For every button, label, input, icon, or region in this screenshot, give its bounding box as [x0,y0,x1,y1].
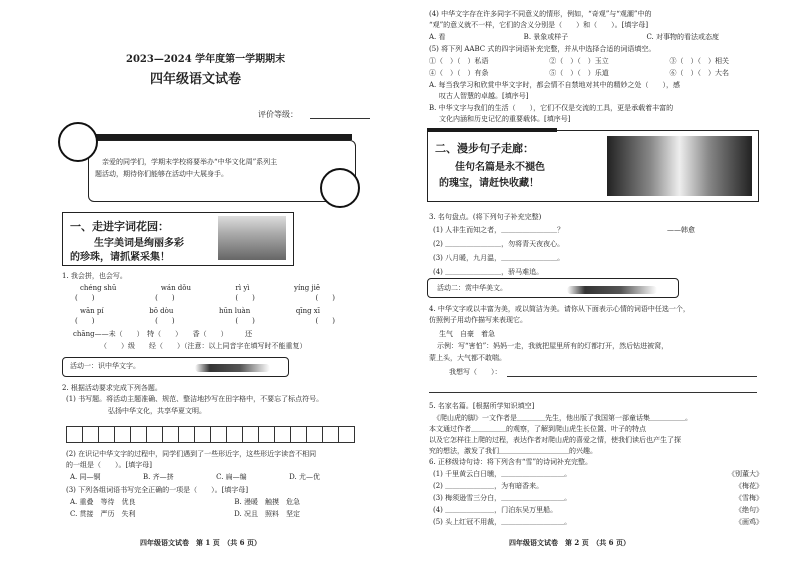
intro-bar-top [90,134,352,140]
pinyin: qīng xī [295,307,320,315]
page-footer: 四年级语文试卷 第 2 页 （共 6 页） [509,538,630,547]
q5-c: B. 中华文字与我们的生活（ ），它们不仅是交流的工具，更是承载着丰富的 [429,104,674,112]
pinyin: yíng jiē [294,284,320,292]
chang-line-2: （ ）级 经（ ）（注意：以上同音字在填写时不能重复） [100,342,307,350]
chang-line-1: chāng——未（ ） 特（ ） 香（ ） 还 [73,330,253,338]
paren-row-2: ( ) ( ) ( ) ( ) [75,317,335,325]
q6-row[interactable]: (4) ＿＿＿＿＿＿＿，门泊东吴万里船。 《绝句》 [433,506,763,514]
option[interactable]: C. 扁—编 [216,473,247,481]
q5-line-1[interactable]: 《爬山虎的脚》一文作者是＿＿＿＿先生，他出版了我国第一部童话集＿＿＿＿＿。 [433,414,692,422]
exam-subtitle: 四年级语文试卷 [150,72,242,87]
fill-blank[interactable]: ⑥（ ）（ ）大名 [669,69,729,77]
q4-example-1: 示例：写“害怕”：妈妈一走，我就把屋里所有的灯都打开，然后钻进被窝， [437,342,669,350]
activity-two-label: 活动二：赏中华美文。 [437,284,507,292]
exam-title: 2023—2024 学年度第一学期期末 [126,54,286,65]
pinyin: chéng shū [80,284,117,292]
q4-i: 4. 中华文字或以丰富为美，或以简洁为美。请你从下面表示心情的词语中任选一个， [429,305,690,313]
flower-icon [58,122,98,162]
intro-line-1: 亲爱的同学们，学期末学校将要举办“中华文化周”系列主 [102,158,278,166]
section-two-title: 二、漫步句子走廊： [435,142,534,155]
brush-stroke [567,286,657,294]
q4-options [429,33,719,42]
answer-line[interactable] [429,392,757,393]
pinyin: rì yì [235,284,250,292]
q6-row[interactable]: (1) 千里黄云白日曛，＿＿＿＿＿＿＿＿＿。 《别董大》 [433,470,763,478]
q6-row[interactable]: (2) ＿＿＿＿＿＿＿，为有暗香来。 《梅花》 [433,482,763,490]
q2-3-prompt: (3) 下列各组词语书写完全正确的一项是（ ）。[填字母] [66,486,249,494]
corridor-photo [607,136,752,196]
q5-title: 5. 名家名篇。[根据所学知识填空] [429,402,535,410]
tian-grid[interactable] [66,426,354,443]
q2-2-line-b: 的一组是（ ）。[填字母] [66,461,152,469]
q3-prompt: 3. 名句盘点。(将下列句子补充完整) [429,213,542,221]
section-two-bar [427,128,557,132]
section-two-sub1: 佳句名篇是永不褪色 [455,162,545,173]
q2-3-options-1 [70,498,300,507]
q4-ii: 仿照例子用动作描写来表现它。 [429,316,527,324]
grade-line [310,118,370,119]
q4-write: 我想写（ ）： [449,368,502,376]
q4-line-a: (4) 中华文字存在许多同字不同意义的情形，例如，“奇观”与“观潮”中的 [429,10,652,18]
q3-4[interactable]: (4) ＿＿＿＿＿＿＿＿，骄马难追。 [433,268,544,276]
option[interactable]: A. 同—铜 [70,473,101,481]
answer-line[interactable] [507,376,757,377]
flower-icon [320,168,360,208]
q5-d: 文化内涵和历史记忆的重要载体。[填序号] [439,115,571,123]
q4-line-b: “观”的意义就不一样，它们的含义分别是（ ）和（ ）。[填字母] [429,21,649,29]
pinyin: wān pí [80,307,104,315]
fill-blank[interactable]: ①（ ）（ ）私语 [429,57,489,65]
q6-prompt: 6. 正移级诗句诗：将下列含有“雪”的诗词补充完整。 [429,458,593,466]
q6-row[interactable]: (5) 头上红冠不用裁，＿＿＿＿＿＿＿＿＿。 《画鸡》 [433,518,763,526]
q5-row-2 [429,69,729,78]
q3-1[interactable]: (1) 人非生而知之者，＿＿＿＿＿＿＿＿？ [433,226,565,234]
q6-row[interactable]: (3) 梅须逊雪三分白，＿＿＿＿＿＿＿＿＿。 《雪梅》 [433,494,763,502]
q2-3-options-2 [70,510,300,519]
option[interactable]: C. 对事物的看法或态度 [646,33,719,41]
q5-prompt: (5) 将下列 AABC 式的四字词语补充完整，并从中选择合适的词语填空。 [429,45,656,53]
motto: 弘扬中华文化，共享华夏文明。 [108,407,206,415]
pinyin-row-1 [80,284,320,293]
q3-3[interactable]: (3) 八月暖，九月温，＿＿＿＿＿＿＿＿。 [433,254,565,262]
option[interactable]: B. 漫暖 触摸 危急 [234,498,300,506]
q4-words: 生气 自豪 着急 [439,330,495,338]
q2-1-prompt: (1) 书写题。将活动主题准确、规范、整洁地抄写在田字格中，不要忘了标点符号。 [66,395,324,403]
option[interactable]: A. 重叠 等待 优良 [70,498,136,506]
fill-blank[interactable]: ⑤（ ）（ ）乐道 [549,69,609,77]
q4-example-2: 蒙上头，大气都不敢喘。 [429,354,506,362]
q5-a: A. 每当我学习和欣赏中华文字时，都会情不自禁地对其中的精妙之处（ ），感 [429,81,681,89]
section-one-sub2: 的珍珠，请抓紧采集！ [70,252,170,263]
pinyin-row-2 [80,307,320,316]
fill-blank[interactable]: ③（ ）（ ）相关 [669,57,729,65]
option[interactable]: A. 看 [429,33,446,41]
section-two-sub2: 的瑰宝，请赶快收藏！ [439,178,539,189]
q1-prompt: 1. 我会拼，也会写。 [62,272,127,280]
fill-blank[interactable]: ④（ ）（ ）有条 [429,69,489,77]
section-one-title: 一、走进字词花园： [70,220,169,233]
blossom-photo [218,216,286,260]
section-one-sub1: 生字美词是绚丽多彩 [94,238,184,249]
q2-2-options [70,473,320,482]
brush-stroke [195,364,270,372]
q2-2-line-a: (2) 在识记中华文字的过程中，同学们遇到了一些形近字，这些形近字读音不相同 [66,450,317,458]
page-footer: 四年级语文试卷 第 1 页 （共 6 页） [140,538,261,547]
option[interactable]: D. 尤—优 [289,473,320,481]
pinyin: bō dòu [149,307,174,315]
q5-line-3: 以及它怎样往上爬的过程，表达作者对爬山虎的喜爱之情，使我们读后也产生了探 [429,436,681,444]
q3-1-author: ——韩愈 [667,226,695,234]
intro-line-2: 题活动，期待你们能够在活动中大展身手。 [95,170,228,178]
q2-prompt: 2. 根据活动要求完成下列各题。 [62,384,162,392]
paren-row-1: ( ) ( ) ( ) ( ) [75,294,335,302]
fill-blank[interactable]: ②（ ）（ ）玉立 [549,57,609,65]
grade-label: 评价等级： [258,110,298,119]
page-two [397,0,794,561]
q5-b: 叹古人智慧的卓越。[填序号] [439,92,529,100]
activity-one-label: 活动一：识中华文字。 [70,362,140,370]
pinyin: wán dǒu [160,284,192,292]
pinyin: hūn luàn [219,307,251,315]
q5-row-1 [429,57,729,66]
option[interactable]: B. 齐—挤 [143,473,174,481]
q5-line-2[interactable]: 本文通过作者＿＿＿＿＿的观察，了解到爬山虎生长位置、叶子的特点 [429,425,646,433]
option[interactable]: D. 况且 照料 坚定 [234,510,300,518]
q3-2[interactable]: (2) ＿＿＿＿＿＿＿＿，勿将青天夜夜心。 [433,240,565,248]
option[interactable]: B. 景象或样子 [523,33,569,41]
q5-line-4[interactable]: 究的想法，激发了我们＿＿＿＿＿＿＿＿＿＿的兴趣。 [429,447,597,455]
option[interactable]: C. 贯接 严历 失利 [70,510,136,518]
